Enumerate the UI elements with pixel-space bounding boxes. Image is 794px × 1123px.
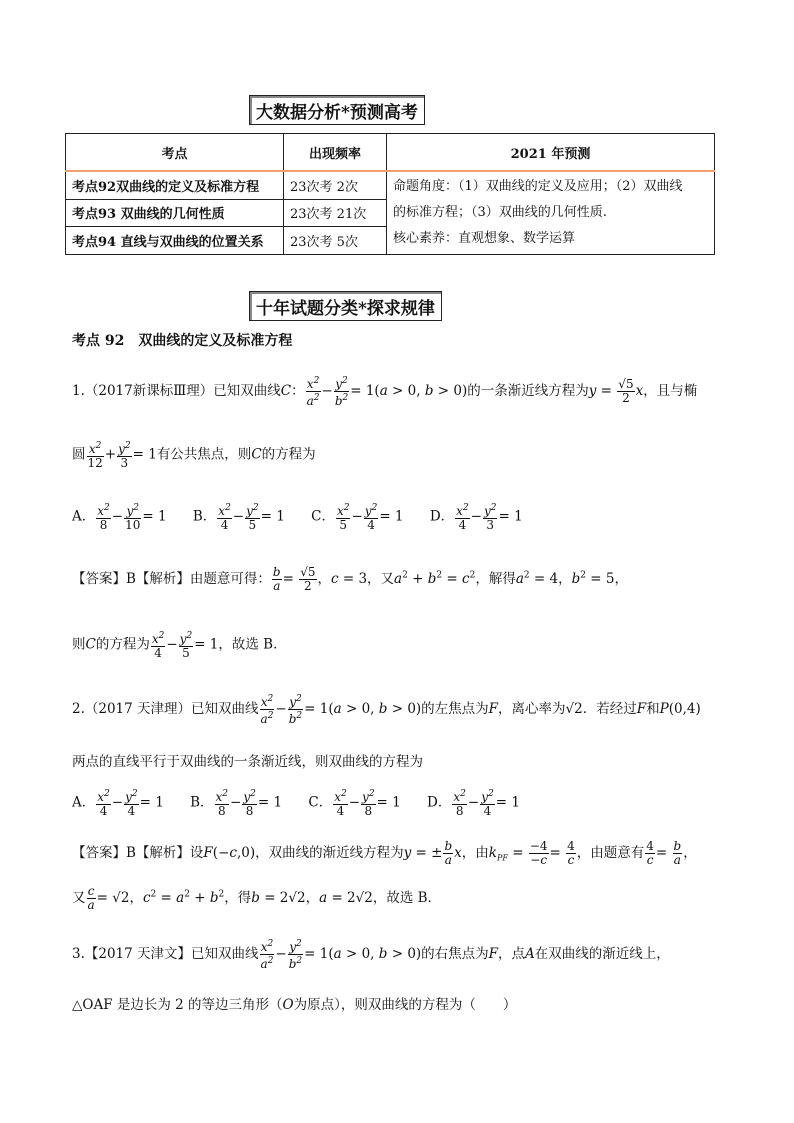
answer-text: ，由 [461, 845, 489, 861]
option-c[interactable]: C． $\frac{x^2}{5}$ − $\frac{y^2}{4}$ = 1 [311, 503, 404, 532]
answer-text: ，双曲线的渐近线方程为 [255, 845, 404, 861]
answer-2-line-1: 【答案】B【解析】设F(−c,0)，双曲线的渐近线方程为y = ± $\frac{b}{a}$ x，由$k_{PF}$ = $\frac{-4}{-c}$ = $\frac{4}{c}$ ，由题意有 $\frac{4}{c}$ = $\frac{b}{a}$ ， [72, 839, 697, 867]
question-1-line-2: 圆 $\frac{x^2}{12}$ + $\frac{y^2}{3}$ = 1有公共焦点，则C的方程为 [72, 441, 316, 470]
question-text: 的左焦点为 [421, 701, 489, 717]
question-text: 的右焦点为 [421, 946, 489, 962]
option-c[interactable]: C． $\frac{x^2}{4}$ − $\frac{y^2}{8}$ = 1 [308, 789, 401, 818]
answer-text: ，故选 B． [372, 890, 442, 906]
answer-1-line-1: 【答案】B【解析】由题意可得： $\frac{b}{a}$ = $\frac{√5}{2}$ ，c = 3，又$a^2 + b^2 = c^2$，解得$a^2 = 4$，$b^2 = 5$， [72, 565, 628, 593]
option-d[interactable]: D． $\frac{x^2}{8}$ − $\frac{y^2}{4}$ = 1 [427, 789, 520, 818]
answer-text: 【答案】B【解析】由题意可得： [72, 571, 271, 587]
prediction-cell [387, 171, 715, 254]
option-d[interactable]: D． $\frac{x^2}{4}$ − $\frac{y^2}{3}$ = 1 [429, 503, 523, 532]
table-row-topic: 考点94 直线与双曲线的位置关系 [66, 226, 284, 254]
question-text: 和 [646, 701, 660, 717]
answer-text: 则 [72, 636, 86, 653]
question-text: 有公共焦点，则 [156, 446, 252, 463]
question-3-line-2: △OAF 是边长为 2 的等边三角形（O为原点），则双曲线的方程为（ ） [72, 997, 517, 1013]
question-2-line-2: 两点的直线平行于双曲线的一条渐近线，则双曲线的方程为 [72, 754, 423, 770]
answer-text: ，又 [367, 571, 395, 587]
question-text: 圆 [72, 446, 86, 463]
table-header-topic: 考点 [66, 134, 284, 172]
option-b[interactable]: B． $\frac{x^2}{8}$ − $\frac{y^2}{8}$ = 1 [190, 789, 283, 818]
table-row-topic: 考点93 双曲线的几何性质 [66, 199, 284, 226]
prediction-line: 的标准方程；（3）双曲线的几何性质. [393, 205, 607, 220]
question-3-line-1: 3.【2017 天津文】已知双曲线 $\frac{x^2}{a^2}$ − $\frac{y^2}{b^2}$ = 1(a > 0, b > 0)的右焦点为F，点A在双曲线的渐近线上， [72, 939, 670, 971]
answer-text: ，解得 [475, 571, 516, 587]
answer-text: 又 [72, 890, 86, 906]
table-row-frequency: 23次考 2次 [284, 171, 387, 199]
question-2-line-1: 2.（2017 天津理）已知双曲线 $\frac{x^2}{a^2}$ − $\frac{y^2}{b^2}$ = 1(a > 0, b > 0)的左焦点为F，离心率为√2．若经过F和P(0,4) [72, 694, 701, 726]
question-text: 为原点），则双曲线的方程为（ ） [293, 997, 517, 1013]
table-header-prediction: 2021 年预测 [387, 134, 715, 172]
question-text: 1.（2017新课标Ⅲ理）已知双曲线 [72, 383, 281, 399]
question-text: △OAF 是边长为 2 的等边三角形（ [72, 997, 283, 1013]
section-title-analysis: 大数据分析*预测高考 [249, 95, 425, 125]
answer-text: 【答案】B【解析】设 [72, 845, 204, 861]
answer-2-line-2: 又 $\frac{c}{a}$ = √2，$c^2 = a^2 + b^2$，得b = 2√2，a = 2√2，故选 B． [72, 884, 442, 912]
answer-text: ，故选 B． [218, 636, 287, 653]
option-a[interactable]: A． $\frac{x^2}{8}$ − $\frac{y^2}{10}$ = 1 [72, 503, 167, 532]
answer-text: ，由题意有 [576, 845, 645, 861]
question-text: ．若经过 [582, 701, 637, 717]
question-text: ，点 [498, 946, 526, 962]
table-header-frequency: 出现频率 [284, 134, 387, 172]
exam-point-table [65, 133, 715, 255]
question-1-line-1: 1.（2017新课标Ⅲ理）已知双曲线C： $\frac{x^2}{a^2}$ − $\frac{y^2}{b^2}$ = 1(a > 0, b > 0)的一条渐近线方程为y = $\frac{√5}{2}$ x，且与椭 [72, 376, 698, 408]
question-text: 3.【2017 天津文】已知双曲线 [72, 946, 259, 962]
prediction-line: 命题角度：（1）双曲线的定义及应用；（2）双曲线 [393, 179, 683, 194]
question-text: ，且与椭 [643, 383, 698, 399]
question-text: ，离心率为 [498, 701, 566, 717]
section-title-classification: 十年试题分类*探求规律 [249, 291, 442, 321]
prediction-line: 核心素养：直观想象、数学运算 [393, 231, 576, 246]
question-text: 的一条渐近线方程为 [467, 383, 589, 399]
answer-text: ，得 [224, 890, 252, 906]
question-text: 在双曲线的渐近线上， [534, 946, 670, 962]
section-heading: 考点 92 双曲线的定义及标准方程 [72, 333, 293, 349]
question-text: 2.（2017 天津理）已知双曲线 [72, 701, 259, 717]
option-b[interactable]: B． $\frac{x^2}{4}$ − $\frac{y^2}{5}$ = 1 [192, 503, 285, 532]
question-1-options [72, 502, 545, 532]
answer-1-line-2: 则C的方程为 $\frac{x^2}{4}$ − $\frac{y^2}{5}$ = 1，故选 B． [72, 631, 287, 660]
option-a[interactable]: A． $\frac{x^2}{4}$ − $\frac{y^2}{4}$ = 1 [72, 789, 164, 818]
table-row-frequency: 23次考 5次 [284, 226, 387, 254]
table-row-topic: 考点92双曲线的定义及标准方程 [66, 171, 284, 199]
question-text: 的方程为 [261, 446, 316, 463]
question-2-options [72, 788, 542, 818]
answer-text: 的方程为 [95, 636, 150, 653]
table-row-frequency: 23次考 21次 [284, 199, 387, 226]
